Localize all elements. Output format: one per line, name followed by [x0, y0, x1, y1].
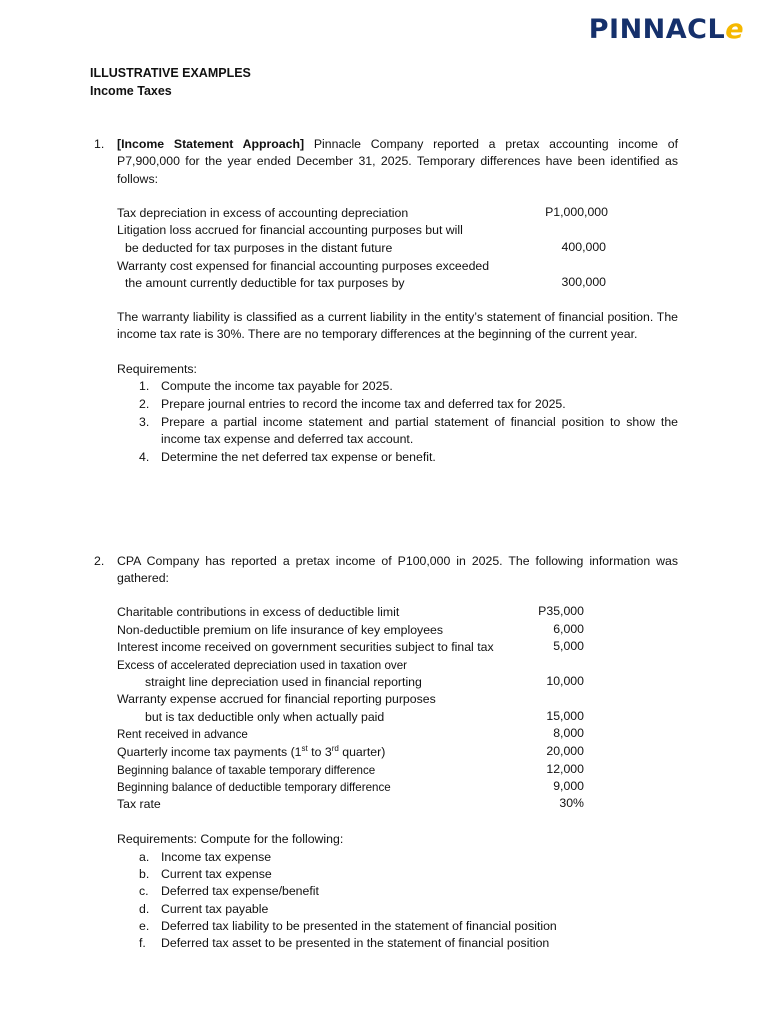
p2-requirements-label: Requirements: Compute for the following:	[117, 832, 344, 846]
p1-item-1-amount: P1,000,000	[545, 205, 608, 219]
logo-accent: e	[725, 14, 744, 45]
p2-item-7-sup-first: st	[301, 743, 308, 753]
p2-item-4-amount: 10,000	[546, 674, 584, 688]
p2-item-2-amount: 6,000	[553, 622, 584, 636]
p1-req-1-number: 1.	[139, 379, 150, 393]
p2-item-8-amount: 12,000	[546, 762, 584, 776]
p2-req-f-letter: f.	[139, 936, 146, 950]
p2-req-b-text: Current tax expense	[161, 867, 272, 881]
p2-item-7-label-end: quarter)	[338, 745, 386, 759]
p2-req-e-letter: e.	[139, 919, 150, 933]
p1-req-3-number: 3.	[139, 415, 150, 429]
p1-item-1-label: Tax depreciation in excess of accounting depreciation	[117, 206, 409, 220]
p2-req-d-text: Current tax payable	[161, 902, 269, 916]
p1-item-2-label: Litigation loss accrued for financial accounting purposes but will	[117, 223, 463, 237]
p1-item-2-amount: 400,000	[561, 240, 606, 254]
problem-1-approach: [Income Statement Approach]	[117, 137, 305, 151]
p2-item-7-amount: 20,000	[546, 744, 584, 758]
logo-text: PINNACL	[588, 14, 726, 45]
p1-requirements-label: Requirements:	[117, 362, 197, 376]
p2-item-3-amount: 5,000	[553, 639, 584, 653]
pinnacle-logo	[589, 14, 744, 45]
p2-item-7-sup-third: rd	[331, 743, 339, 753]
p2-item-4-label-cont: straight line depreciation used in financial reporting	[145, 675, 422, 689]
p1-req-3-text: Prepare a partial income statement and partial statement of financial position to show the income tax expense and deferred tax account.	[161, 415, 678, 447]
p1-item-3-label-cont: the amount currently deductible for tax purposes by	[125, 276, 405, 290]
p1-req-1-text: Compute the income tax payable for 2025.	[161, 379, 393, 393]
p2-item-7-label-mid: to 3	[307, 745, 332, 759]
p2-req-c-text: Deferred tax expense/benefit	[161, 884, 319, 898]
p2-req-b-letter: b.	[139, 867, 150, 881]
p2-item-5-label-cont: but is tax deductible only when actually paid	[145, 710, 385, 724]
p1-req-4-text: Determine the net deferred tax expense or benefit.	[161, 450, 436, 464]
p1-req-4-number: 4.	[139, 450, 150, 464]
p1-item-3-label: Warranty cost expensed for financial accounting purposes exceeded	[117, 259, 490, 273]
problem-2-intro: CPA Company has reported a pretax income of P100,000 in 2025. The following information was gathered:	[117, 554, 678, 586]
p2-item-10-amount: 30%	[559, 796, 584, 810]
p1-req-2-number: 2.	[139, 397, 150, 411]
p2-item-1-label: Charitable contributions in excess of deductible limit	[117, 605, 400, 619]
p2-req-a-letter: a.	[139, 850, 150, 864]
p1-item-2-label-cont: be deducted for tax purposes in the distant future	[125, 241, 393, 255]
p2-item-6-label: Rent received in advance	[117, 728, 248, 741]
problem-1-note: The warranty liability is classified as a current liability in the entity’s statement of financial position. The income tax rate is 30%. There are no temporary differences at the beginning of the current year.	[117, 310, 678, 342]
problem-1-intro	[117, 136, 678, 188]
problem-1-number: 1.	[94, 137, 105, 151]
p2-item-1-amount: P35,000	[538, 604, 584, 618]
problem-2-number: 2.	[94, 554, 105, 568]
p2-item-7-label	[117, 744, 385, 761]
p2-item-2-label: Non-deductible premium on life insurance of key employees	[117, 623, 444, 637]
p2-req-e-text: Deferred tax liability to be presented in the statement of financial position	[161, 919, 557, 933]
document-subtitle: Income Taxes	[90, 84, 172, 98]
p2-item-6-amount: 8,000	[553, 726, 584, 740]
p2-item-9-label: Beginning balance of deductible temporary difference	[117, 781, 391, 794]
p2-item-7-label-part: Quarterly income tax payments (1	[117, 745, 302, 759]
p2-item-4-label: Excess of accelerated depreciation used in taxation over	[117, 659, 408, 672]
p2-item-10-label: Tax rate	[117, 797, 161, 811]
p2-req-a-text: Income tax expense	[161, 850, 272, 864]
p2-item-5-amount: 15,000	[546, 709, 584, 723]
p2-req-d-letter: d.	[139, 902, 150, 916]
problem-1-intro-text: Pinnacle Company reported a pretax accounting income of P7,900,000 for the year ended December 31, 2025. Temporary differences have been identified as follows:	[117, 137, 678, 186]
p2-item-9-amount: 9,000	[553, 779, 584, 793]
p2-item-8-label: Beginning balance of taxable temporary difference	[117, 764, 376, 777]
p1-item-3-amount: 300,000	[561, 275, 606, 289]
p2-req-c-letter: c.	[139, 884, 149, 898]
document-title: ILLUSTRATIVE EXAMPLES	[90, 66, 251, 80]
p1-req-2-text: Prepare journal entries to record the income tax and deferred tax for 2025.	[161, 397, 566, 411]
p2-item-3-label: Interest income received on government securities subject to final tax	[117, 640, 494, 654]
p2-req-f-text: Deferred tax asset to be presented in the statement of financial position	[161, 936, 550, 950]
p2-item-5-label: Warranty expense accrued for financial reporting purposes	[117, 692, 436, 706]
